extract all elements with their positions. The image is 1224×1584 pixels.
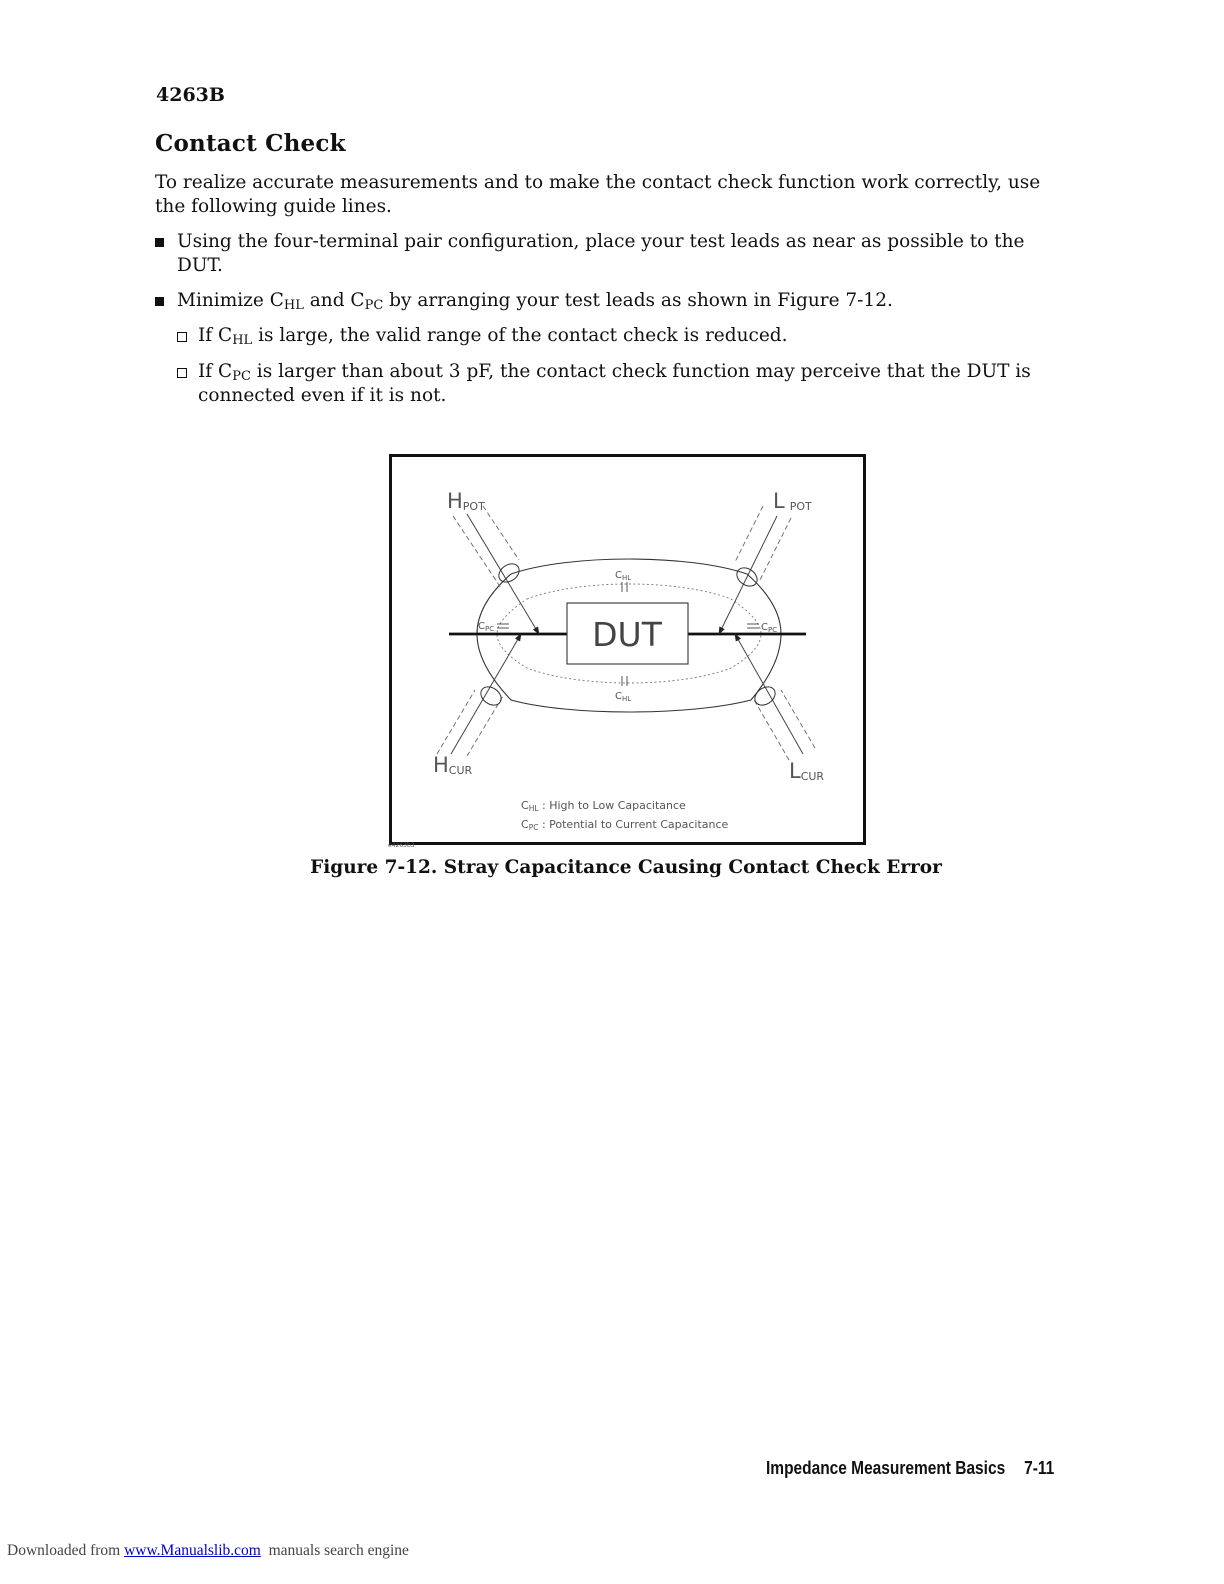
- download-notice: [7, 1542, 409, 1560]
- section-title: Contact Check: [155, 130, 346, 157]
- stray-capacitance-diagram: [389, 454, 866, 845]
- bullet-item-2: [155, 289, 1055, 313]
- hcur-label: HCUR: [433, 753, 473, 777]
- square-bullet-icon: [155, 297, 164, 306]
- chl-top-label: $C_{HL}$: [615, 570, 632, 582]
- hpot-label: HPOT: [447, 489, 485, 513]
- hcur-connector-ring: [477, 683, 504, 709]
- legend-cpc: CPC : Potential to Current Capacitance: [521, 818, 729, 832]
- download-prefix: Downloaded from: [7, 1542, 125, 1559]
- lcur-label: LCUR: [789, 759, 825, 783]
- square-bullet-icon: [155, 238, 164, 247]
- sub-bullet-item-2: [177, 360, 1057, 408]
- sub-bullet-text-2: If $C_{PC}$ is larger than about 3 pF, the contact check function may perceive that the DUT is connected even if it is not.: [198, 361, 1031, 406]
- hollow-square-bullet-icon: [177, 368, 187, 378]
- hcur-shield-line: [467, 696, 503, 756]
- bullet-text-1: Using the four-terminal pair configuration, place your test leads as near as possible to the DUT.: [177, 231, 1025, 276]
- hpot-shield-line: [453, 516, 501, 588]
- lcur-shield-line: [753, 698, 789, 760]
- hpot-shield-line: [483, 506, 519, 560]
- hpot-lead: [467, 514, 539, 634]
- chl-bottom-label: $C_{HL}$: [615, 691, 632, 703]
- cpc-right-label: $C_{PC}$: [761, 622, 778, 634]
- intro-paragraph: To realize accurate measurements and to make the contact check function work correctly, use the following guide lines.: [155, 172, 1041, 217]
- dut-label: DUT: [592, 615, 662, 654]
- document-model-header: 4263B: [156, 84, 225, 106]
- hollow-square-bullet-icon: [177, 332, 187, 342]
- lpot-shield-line: [759, 518, 791, 582]
- cpc-left-label: $C_{PC}$: [478, 621, 495, 633]
- lpot-lead: [719, 516, 777, 634]
- lpot-label: LPOT: [773, 489, 812, 513]
- sub-bullet-text-1: If $C_{HL}$ is large, the valid range of the contact check is reduced.: [198, 325, 788, 348]
- lcur-shield-line: [781, 690, 815, 748]
- download-suffix: manuals search engine: [260, 1542, 409, 1559]
- sub-bullet-item-1: [177, 324, 1057, 348]
- page-footer: [766, 1458, 1054, 1479]
- legend-chl: CHL : High to Low Capacitance: [521, 799, 686, 813]
- bullet-text-2: Minimize $C_{HL}$ and $C_{PC}$ by arranging your test leads as shown in Figure 7-12.: [177, 290, 893, 313]
- figure-id-label: e4263b3: [388, 842, 415, 849]
- figure-caption: Figure 7-12. Stray Capacitance Causing Contact Check Error: [310, 857, 942, 878]
- page-number: 7-11: [1024, 1458, 1055, 1478]
- lcur-lead: [735, 634, 803, 754]
- footer-section-name: Impedance Measurement Basics: [766, 1458, 1006, 1478]
- hcur-lead: [451, 634, 521, 754]
- hpot-connector-ring: [495, 560, 522, 586]
- manualslib-link[interactable]: www.Manualslib.com: [124, 1542, 261, 1559]
- lcur-connector-ring: [751, 683, 778, 709]
- bullet-item-1: [155, 230, 1055, 278]
